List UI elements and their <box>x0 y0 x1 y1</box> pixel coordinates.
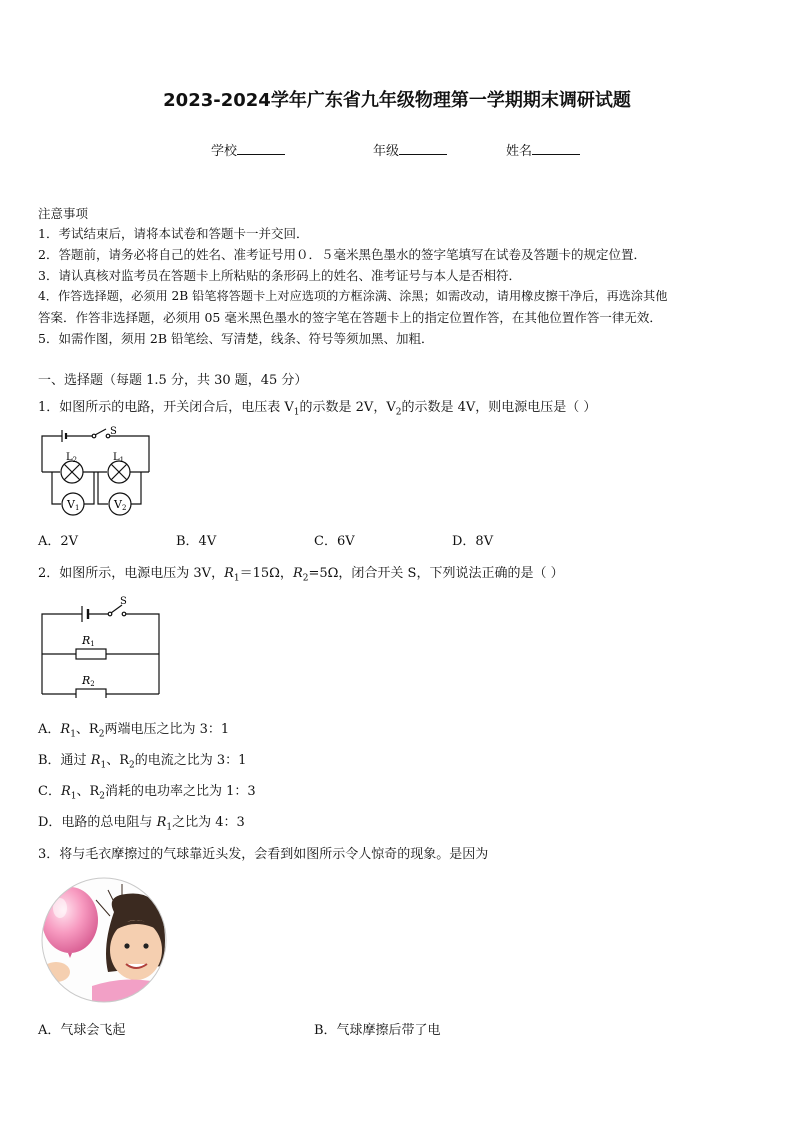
option-prefix: B．通过 <box>38 753 91 768</box>
switch-lever <box>95 429 106 435</box>
q2-stem-part: 2．如图所示，电源电压为 3V， <box>38 566 225 581</box>
school-label: 学校 <box>211 144 238 159</box>
balloon-hair-photo <box>36 876 172 1004</box>
r2-symbol: R <box>292 566 303 581</box>
shirt <box>92 979 172 1004</box>
notice-item: 1．考试结束后，请将本试卷和答题卡一并交回． <box>38 226 309 241</box>
r-symbol: R <box>90 753 101 768</box>
page-title: 2023-2024学年广东省九年级物理第一学期期末调研试题 <box>163 90 631 111</box>
eye <box>143 943 148 948</box>
q2-sub: 1 <box>233 573 240 584</box>
r-symbol: R <box>60 722 71 737</box>
wire <box>52 472 61 504</box>
sub: 2 <box>99 791 106 802</box>
section-heading: 一、选择题（每题 1.5 分，共 30 题，45 分） <box>38 373 308 388</box>
r-symbol: R <box>156 815 167 830</box>
switch-label: S <box>110 426 117 437</box>
balloon <box>42 887 98 953</box>
q1-option-b: B．4V <box>176 534 217 549</box>
option-text: 两端电压之比为 3：1 <box>104 722 230 737</box>
q2-option-b <box>38 749 246 771</box>
q2-sub: 2 <box>302 573 309 584</box>
option-text: 、R <box>76 784 100 799</box>
question-2-stem <box>38 562 564 584</box>
name-label: 姓名 <box>506 144 533 159</box>
switch-contact <box>122 612 126 616</box>
q1-circuit-diagram <box>36 424 156 518</box>
resistor-r1 <box>76 649 106 659</box>
notice-item: 5．如需作图，须用 2B 铅笔绘、写清楚，线条、符号等须加黑、加粗． <box>38 331 434 346</box>
sub: 2 <box>98 729 105 740</box>
q2-stem-part: ＝15Ω， <box>239 566 293 581</box>
grade-blank <box>399 142 447 155</box>
school-blank <box>237 142 285 155</box>
name-blank <box>532 142 580 155</box>
notice-item: 3．请认真核对监考员在答题卡上所粘贴的条形码上的姓名、准考证号与本人是否相符． <box>38 268 521 283</box>
option-text: 、R <box>75 722 99 737</box>
q1-stem-part: 的示数是 2V，V <box>299 400 396 415</box>
notice-item: 2．答题前，请务必将自己的姓名、准考证号用０．５毫米黑色墨水的签字笔填写在试卷及答题卡的规定位置． <box>38 247 646 262</box>
sub: 1 <box>100 760 107 771</box>
notice-heading: 注意事项 <box>38 206 89 221</box>
q1-option-d: D．8V <box>452 534 494 549</box>
q1-option-a: A．2V <box>38 534 79 549</box>
switch-label: S <box>120 596 127 607</box>
r1-label: R1 <box>82 634 95 648</box>
question-3-stem: 3．将与毛衣摩擦过的气球靠近头发，会看到如图所示令人惊奇的现象。是因为 <box>38 847 489 862</box>
eye <box>124 943 129 948</box>
school-field <box>211 140 285 159</box>
wire <box>42 436 62 472</box>
q1-sub: 2 <box>395 407 402 418</box>
l2-label: $L_2$ <box>66 452 78 464</box>
option-prefix: A． <box>38 722 61 737</box>
grade-field <box>373 140 447 159</box>
q1-sub: 1 <box>293 407 300 418</box>
v1-label: V1 <box>67 498 80 512</box>
resistor-r2 <box>76 689 106 698</box>
q1-stem-part: 1．如图所示的电路，开关闭合后，电压表 V <box>38 400 294 415</box>
q2-option-d <box>38 811 245 833</box>
name-field <box>506 140 580 159</box>
v2-label: V2 <box>114 498 127 512</box>
grade-label: 年级 <box>373 144 400 159</box>
balloon-highlight <box>53 898 67 918</box>
q2-option-c <box>38 780 256 802</box>
option-text: 、R <box>106 753 130 768</box>
q3-option-a: A．气球会飞起 <box>38 1023 126 1038</box>
r-symbol: R <box>60 784 71 799</box>
option-text: 的电流之比为 3：1 <box>134 753 247 768</box>
wire <box>84 472 94 504</box>
notice-item: 4．作答选择题，必须用 2B 铅笔将答题卡上对应选项的方框涂满、涂黑；如需改动，请用橡皮擦干净后，再选涂其他 <box>38 289 668 303</box>
wire <box>98 472 108 504</box>
q2-circuit-diagram <box>38 594 164 698</box>
wire <box>131 472 141 504</box>
q3-option-b: B．气球摩擦后带了电 <box>314 1023 441 1038</box>
face <box>110 920 162 980</box>
sub: 1 <box>70 791 77 802</box>
notice-item: 答案．作答非选择题，必须用 05 毫米黑色墨水的签字笔在答题卡上的指定位置作答，在其他位置作答一律无效． <box>38 310 662 325</box>
q2-option-a <box>38 718 229 740</box>
option-text: 之比为 4：3 <box>172 815 245 830</box>
q2-stem-part: =5Ω，闭合开关 S，下列说法正确的是（ ） <box>308 566 564 581</box>
l1-label: $L_1$ <box>113 452 125 464</box>
option-prefix: C． <box>38 784 61 799</box>
q1-stem-part: 的示数是 4V，则电源电压是（ ） <box>401 400 597 415</box>
sub: 1 <box>70 729 76 740</box>
sub: 2 <box>129 760 135 771</box>
question-1-stem <box>38 396 596 418</box>
sub: 1 <box>166 822 173 833</box>
q1-option-c: C．6V <box>314 534 355 549</box>
r2-label: R2 <box>82 674 95 688</box>
option-prefix: D．电路的总电阻与 <box>38 815 157 830</box>
option-text: 消耗的电功率之比为 1：3 <box>105 784 256 799</box>
r1-symbol: R <box>224 566 234 581</box>
